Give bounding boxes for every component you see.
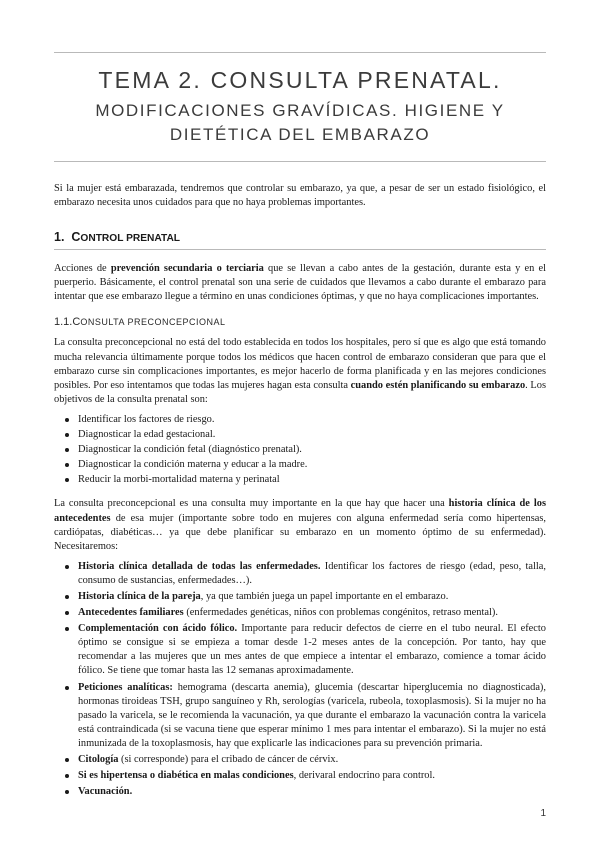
section-title-cap: C: [71, 230, 81, 245]
title-block: [54, 67, 546, 161]
subsection-title-cap: C: [72, 316, 81, 329]
bold-run: Complementación con ácido fólico.: [78, 623, 238, 635]
bold-run: prevención secundaria o terciaria: [110, 263, 264, 275]
text-run: Importante para reducir defectos de cierre en el tubo neural. El efecto óptimo se consigue si se empieza a tomar desde 1-2 meses antes de la concepción. Por tanto, hay que recomendar a las mujeres que un mes antes de que empiece a intentar el embarazo, comience a tomar ácido fólico. Se tiene que tomar hasta las 12 semanas aproximadamente.: [78, 623, 546, 677]
text-run: (si corresponde) para el cribado de cáncer de cérvix.: [118, 754, 339, 765]
list-item: [78, 622, 546, 678]
list-item: Diagnosticar la condición fetal (diagnóstico prenatal).: [78, 443, 546, 457]
list-item: Diagnosticar la condición materna y educar a la madre.: [78, 458, 546, 472]
subsection-title-rest: ONSULTA PRECONCEPCIONAL: [80, 317, 226, 328]
text-run: (enfermedades genéticas, niños con problemas congénitos, retraso mental).: [183, 607, 498, 619]
list-item: [78, 753, 546, 767]
preconcepcional-paragraph: [54, 336, 546, 406]
section-heading-control-prenatal: [54, 230, 546, 250]
historia-clinica-paragraph: [54, 497, 546, 553]
list-item: [78, 560, 546, 588]
list-item: Diagnosticar la edad gestacional.: [78, 428, 546, 442]
list-item: Identificar los factores de riesgo.: [78, 413, 546, 427]
list-item: [78, 590, 546, 604]
bold-run: Peticiones analíticas:: [78, 681, 173, 693]
bold-run: Antecedentes familiares: [78, 607, 184, 619]
text-run: Acciones de: [54, 263, 111, 275]
text-run: , derivaral endocrino para control.: [293, 770, 435, 782]
page-number: 1: [540, 808, 546, 819]
text-run: hemograma (descarta anemia), glucemia (descartar hiperglucemia no diagnosticada), hormonas tiroideas TSH, grupo sanguíneo y Rh, serologías (varicela, rubeola, toxoplasmosis). Si la mujer no ha pasado la varicela, se le recomienda la vacunación, ya que durante el embarazo la vacunación contra la varicela está contraindicada (si se vacuna tiene que esperar mínimo 1 mes para intentar el embarazo). Si la mujer no está inmunizada de la toxoplasmosis, hay que explicarle las indicaciones para su prevención primaria.: [78, 681, 546, 749]
section-title-rest: ONTROL PRENATAL: [80, 233, 181, 245]
title-top-rule: [54, 52, 546, 53]
subsection-heading-consulta-preconcepcional: [54, 316, 546, 328]
objectives-list: [54, 413, 546, 487]
list-item: Reducir la morbi-mortalidad materna y perinatal: [78, 473, 546, 487]
list-item: [78, 606, 546, 620]
intro-paragraph: Si la mujer está embarazada, tendremos que controlar su embarazo, ya que, a pesar de ser un estado fisiológico, el embarazo necesita unos cuidados para que no haya problemas importantes.: [54, 183, 546, 209]
list-item: [78, 681, 546, 751]
text-run: La consulta preconcepcional es una consulta muy importante en la que hay que hacer una: [54, 498, 449, 510]
text-run: Identificar los factores de riesgo (edad, peso, talla, consumo de sustancias, enfermedades…).: [78, 560, 546, 586]
subsection-number: 1.1.: [54, 316, 73, 329]
needs-list: [54, 560, 546, 800]
bold-run: Citología: [78, 754, 119, 765]
title-bottom-rule: [54, 161, 546, 162]
section-number: 1.: [54, 230, 65, 245]
bold-run: Vacunación.: [78, 786, 133, 798]
text-run: La consulta preconcepcional no está del todo establecida en todos los hospitales, pero sí que es algo que está tomando mucha relevancia últimamente porque todos los médicos que hacen control de embarazo consideran que para que el embarazo curse sin complicaciones importantes, es mejor hacerlo de forma planificada y en las mejores condiciones posibles. Por eso intentamos que todas las mujeres hagan esta consulta: [54, 337, 546, 391]
bold-run: Historia clínica detallada de todas las enfermedades.: [78, 560, 321, 572]
document-subtitle-line2: DIETÉTICA DEL EMBARAZO: [169, 125, 431, 144]
list-item: [78, 785, 546, 799]
text-run: que se llevan a cabo antes de la gestación, durante esta y en el puerperio. Básicamente, el control prenatal son una serie de cuidados que llevamos a cabo durante el embarazo para intentar que ese embarazo llegue a término en unas condiciones óptimas, y que no haya complicaciones importantes.: [54, 263, 546, 303]
control-prenatal-paragraph: [54, 262, 546, 304]
bold-run: Si es hipertensa o diabética en malas condiciones: [78, 770, 294, 782]
document-page: [54, 52, 546, 801]
list-item: [78, 769, 546, 783]
document-subtitle-line1: MODIFICACIONES GRAVÍDICAS. HIGIENE Y: [95, 101, 505, 120]
text-run: . Los objetivos de la consulta prenatal son:: [54, 379, 546, 405]
document-title: TEMA 2. CONSULTA PRENATAL.: [98, 67, 502, 93]
bold-run: historia clínica de los antecedentes: [54, 498, 546, 524]
text-run: de esa mujer (importante sobre todo en mujeres con alguna enfermedad sería como hipertensas, cardiópatas, diabéticas… ya que debe planificar su embarazo en un momento óptimo de su enfermedad). Necesitaremos:: [54, 512, 546, 552]
bold-run: cuando estén planificando su embarazo: [350, 379, 526, 391]
bold-run: Historia clínica de la pareja: [78, 590, 201, 602]
text-run: , ya que también juega un papel importante en el embarazo.: [200, 590, 449, 602]
